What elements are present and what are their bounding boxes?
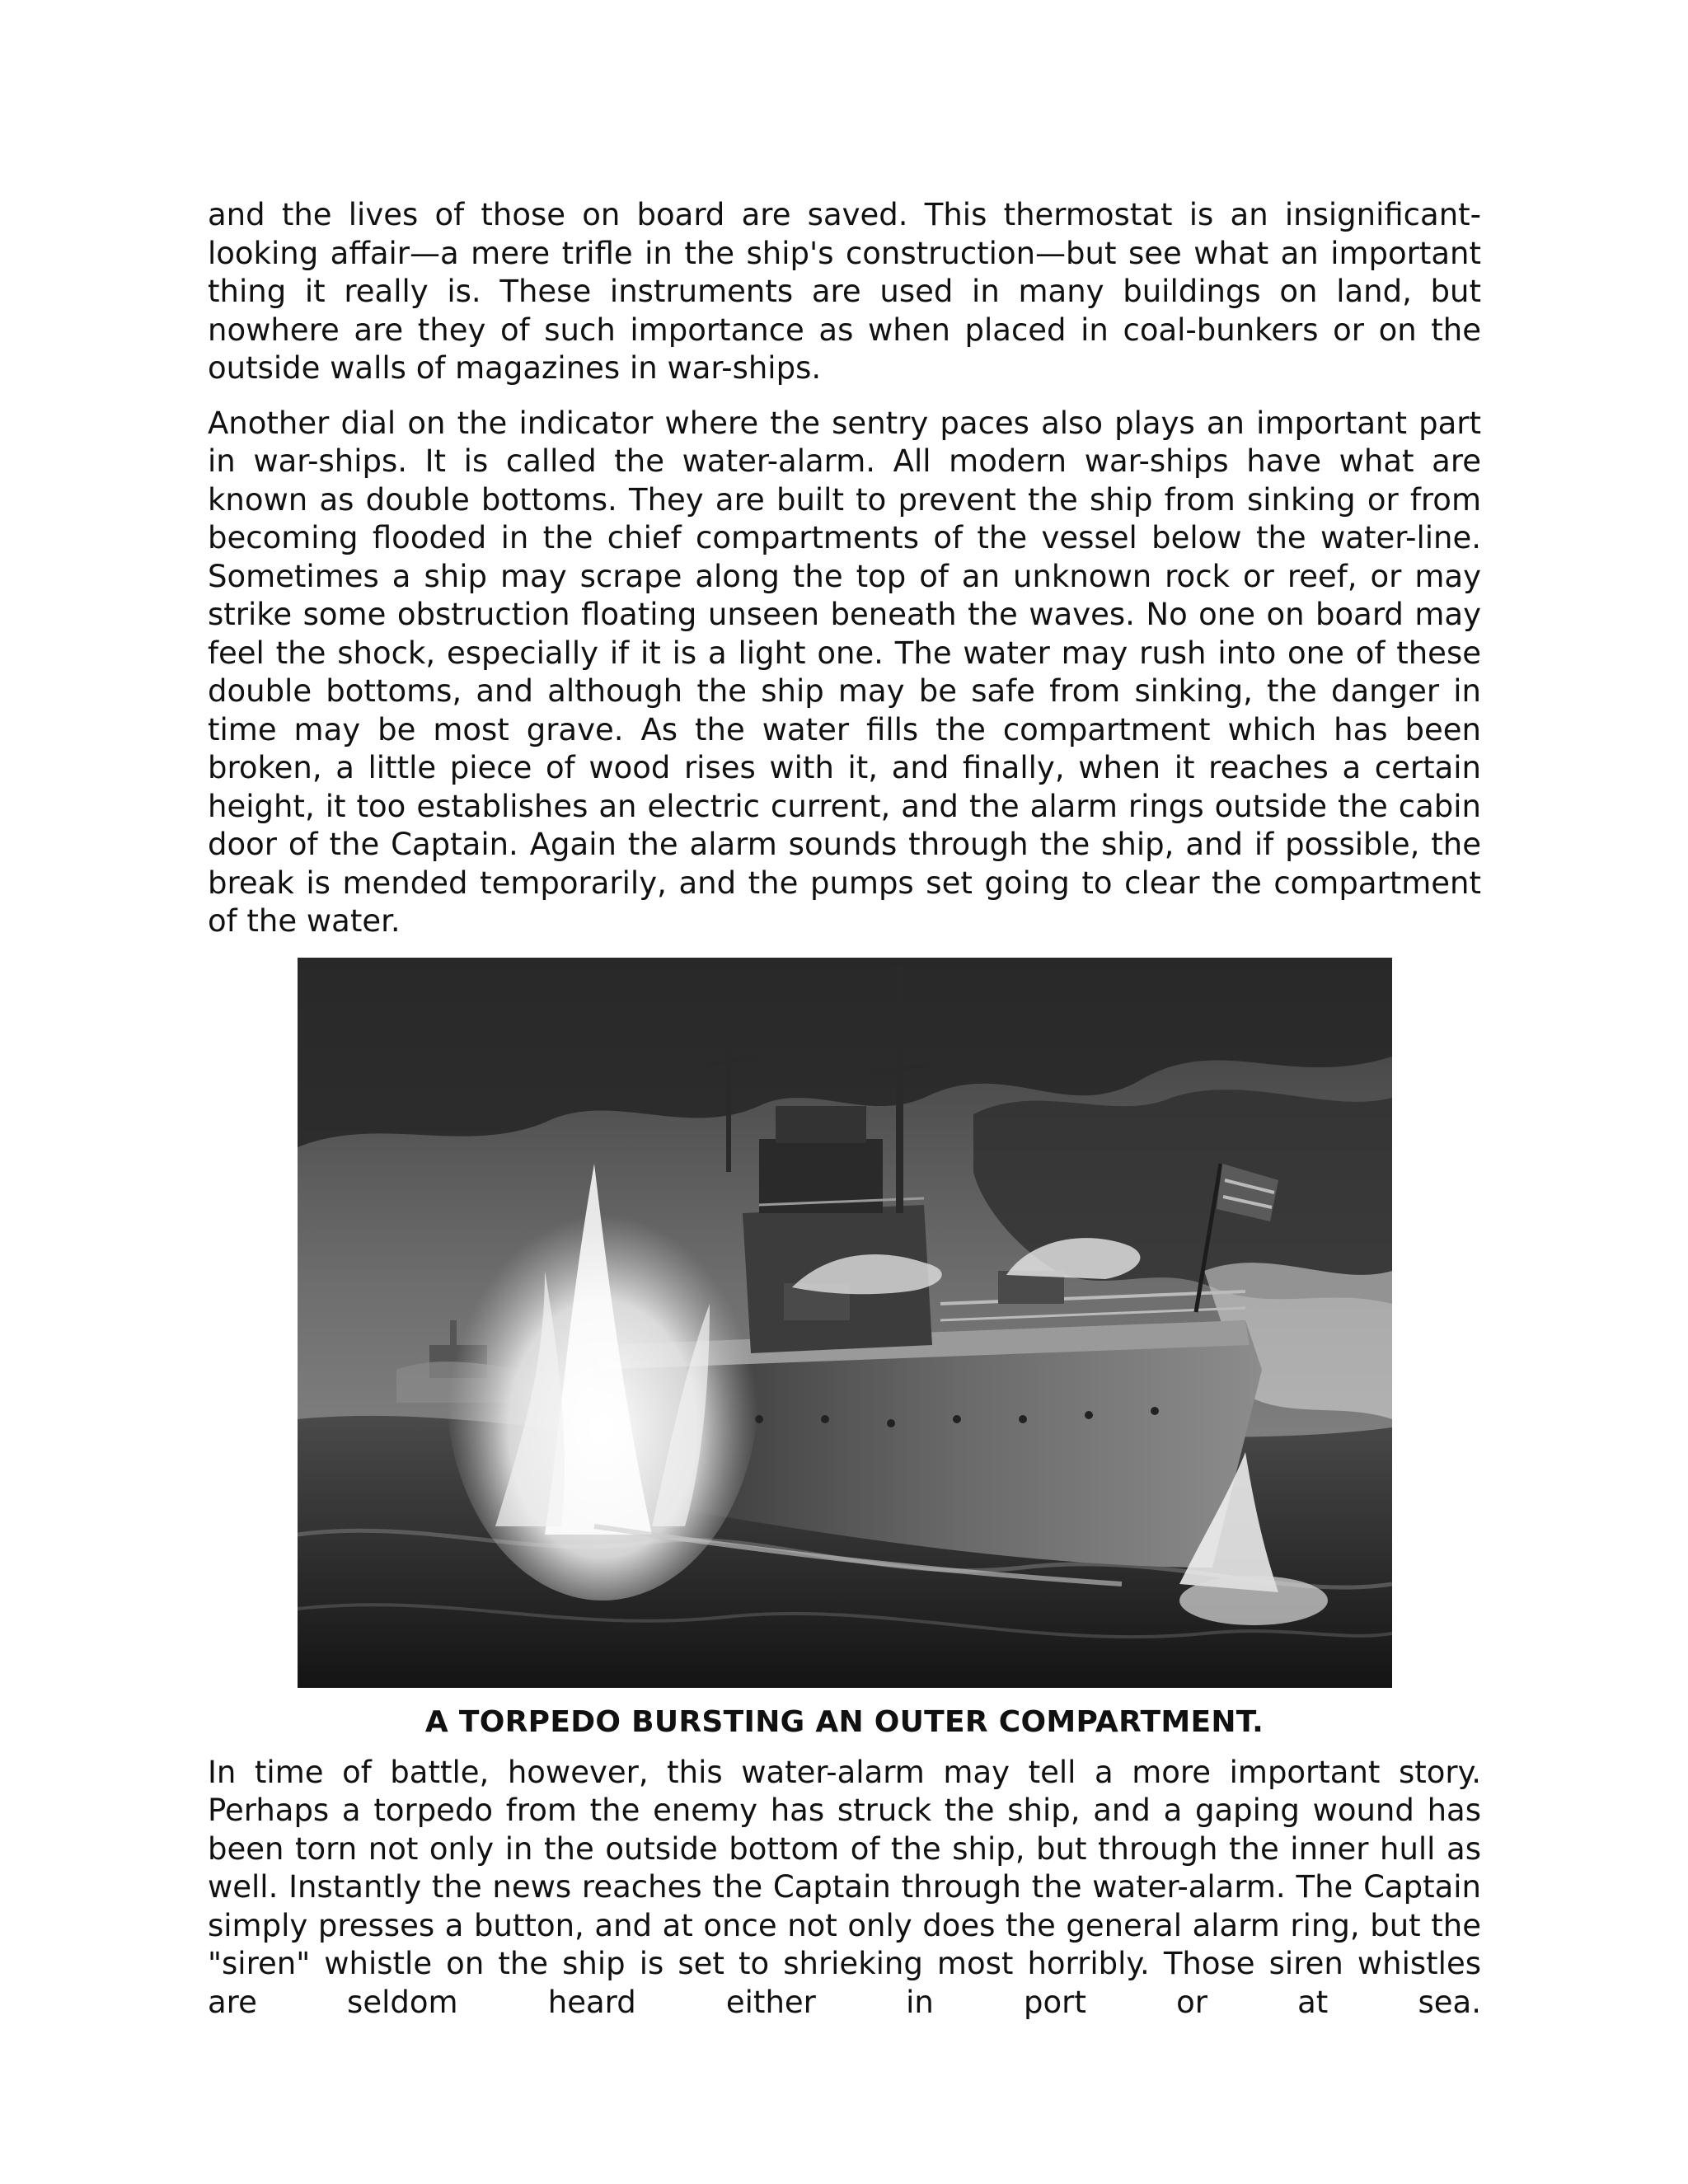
paragraph-battle: In time of battle, however, this water-alarm may tell a more important story. Perhaps a torpedo from the enemy has struck the ship, and a gaping wound has been torn not only in the outside bottom of the ship, but through the inner hull as well. Instantly the news reaches the Captain through the water-alarm. The Captain simply presses a button, and at once not only does the general alarm ring, but the "siren" whistle on the ship is set to shrieking most horribly. Those siren whistles are seldom heard either in port or at sea. [208, 1754, 1481, 2020]
paragraph-water-alarm: Another dial on the indicator where the sentry paces also plays an important part in war-ships. It is called the water-alarm. All modern war-ships have what are known as double bottoms. They are built to prevent the ship from sinking or from becoming flooded in the chief compartments of the vessel below the water-line. Sometimes a ship may scrape along the top of an unknown rock or reef, or may strike some obstruction floating unseen beneath the waves. No one on board may feel the shock, especially if it is a light one. The water may rush into one of these double bottoms, and although the ship may be safe from sinking, the danger in time may be most grave. As the water fills the compartment which has been broken, a little piece of wood rises with it, and finally, when it reaches a certain height, it too establishes an electric current, and the alarm rings outside the cabin door of the Captain. Again the alarm sounds through the ship, and if possible, the break is mended temporarily, and the pumps set going to clear the compartment of the water. [208, 405, 1481, 939]
figure-caption: A TORPEDO BURSTING AN OUTER COMPARTMENT. [424, 1704, 1264, 1739]
paragraph-thermostat: and the lives of those on board are saved. This thermostat is an insignificant-looking affair—a mere trifle in the ship's construction—but see what an important thing it really is. These instruments are used in many buildings on land, but nowhere are they of such importance as when placed in coal-bunkers or on the outside walls of magazines in war-ships. [208, 197, 1481, 386]
page-content [208, 196, 1481, 2022]
figure [208, 958, 1481, 1741]
torpedo-illustration [298, 958, 1392, 1688]
